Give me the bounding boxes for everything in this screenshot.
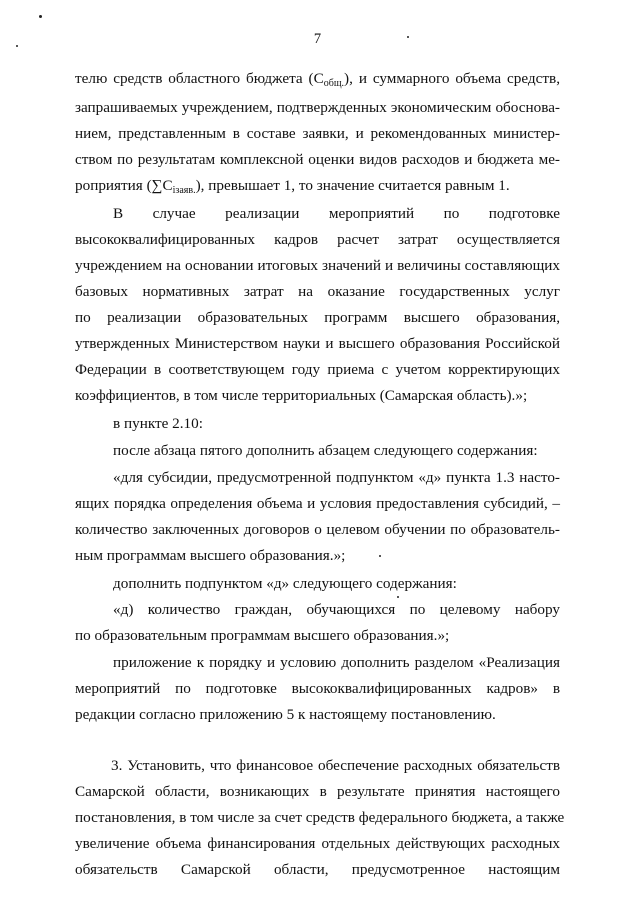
text-line: в пункте 2.10: xyxy=(113,415,203,432)
text-line: запрашиваемых учреждением, подтвержденных экономическим обоснова- xyxy=(75,99,560,116)
text-line: ным программам высшего образования.»; xyxy=(75,547,346,564)
text-line: В случае реализации мероприятий по подготовке xyxy=(113,205,560,222)
text-line: Самарской области, возникающих в результате принятия настоящего xyxy=(75,783,560,800)
text-line: утвержденных Министерством науки и высшего образования Российской xyxy=(75,335,560,352)
text-line: «д) количество граждан, обучающихся по целевому набору xyxy=(113,601,560,618)
text-line: «для субсидии, предусмотренной подпунктом «д» пункта 1.3 насто- xyxy=(113,469,560,486)
text-line: роприятия $(\sum C_{iзаяв.})$, превышает 1, то значение считается равным 1. xyxy=(75,177,510,196)
text-line: приложение к порядку и условию дополнить разделом «Реализация xyxy=(113,654,560,671)
scan-speck xyxy=(407,36,409,38)
text-line: редакции согласно приложению 5 к настоящему постановлению. xyxy=(75,706,496,723)
text-line: мероприятий по подготовке высококвалифицированных кадров» в xyxy=(75,680,560,697)
scan-speck xyxy=(16,45,18,47)
text-line: Федерации в соответствующем году приема с учетом корректирующих xyxy=(75,361,560,378)
text-line: базовых нормативных затрат на оказание государственных услуг xyxy=(75,283,560,300)
text-line: после абзаца пятого дополнить абзацем следующего содержания: xyxy=(113,442,538,459)
text-line: ящих порядка определения объема и условия предоставления субсидий, – xyxy=(75,495,560,512)
text-line: ством по результатам комплексной оценки видов расходов и бюджета ме- xyxy=(75,151,560,168)
text-line: 3. Установить, что финансовое обеспечение расходных обязательств xyxy=(111,757,560,774)
text-line: постановления, в том числе за счет средств федерального бюджета, а также xyxy=(75,809,565,826)
text-line: количество заключенных договоров о целевом обучении по образователь- xyxy=(75,521,560,538)
text-line: учреждением на основании итоговых значений и величины составляющих xyxy=(75,257,560,274)
text-line: коэффициентов, в том числе территориальных (Самарская область).»; xyxy=(75,387,528,404)
scan-speck xyxy=(397,596,399,598)
text-line: по образовательным программам высшего образования.»; xyxy=(75,627,450,644)
text-line: дополнить подпунктом «д» следующего содержания: xyxy=(113,575,457,592)
page-number: 7 xyxy=(313,31,322,47)
text-line: увеличение объема финансирования отдельных действующих расходных xyxy=(75,835,560,852)
text-line: телю средств областного бюджета $(C_{общ.})$, и суммарного объема средств, xyxy=(75,70,560,89)
scan-speck xyxy=(39,15,42,18)
text-line: нием, представленным в составе заявки, и рекомендованных министер- xyxy=(75,125,560,142)
text-line: по реализации образовательных программ высшего образования, xyxy=(75,309,560,326)
scan-speck xyxy=(379,555,381,557)
text-line: высококвалифицированных кадров расчет затрат осуществляется xyxy=(75,231,560,248)
text-line: обязательств Самарской области, предусмотренное настоящим xyxy=(75,861,560,878)
